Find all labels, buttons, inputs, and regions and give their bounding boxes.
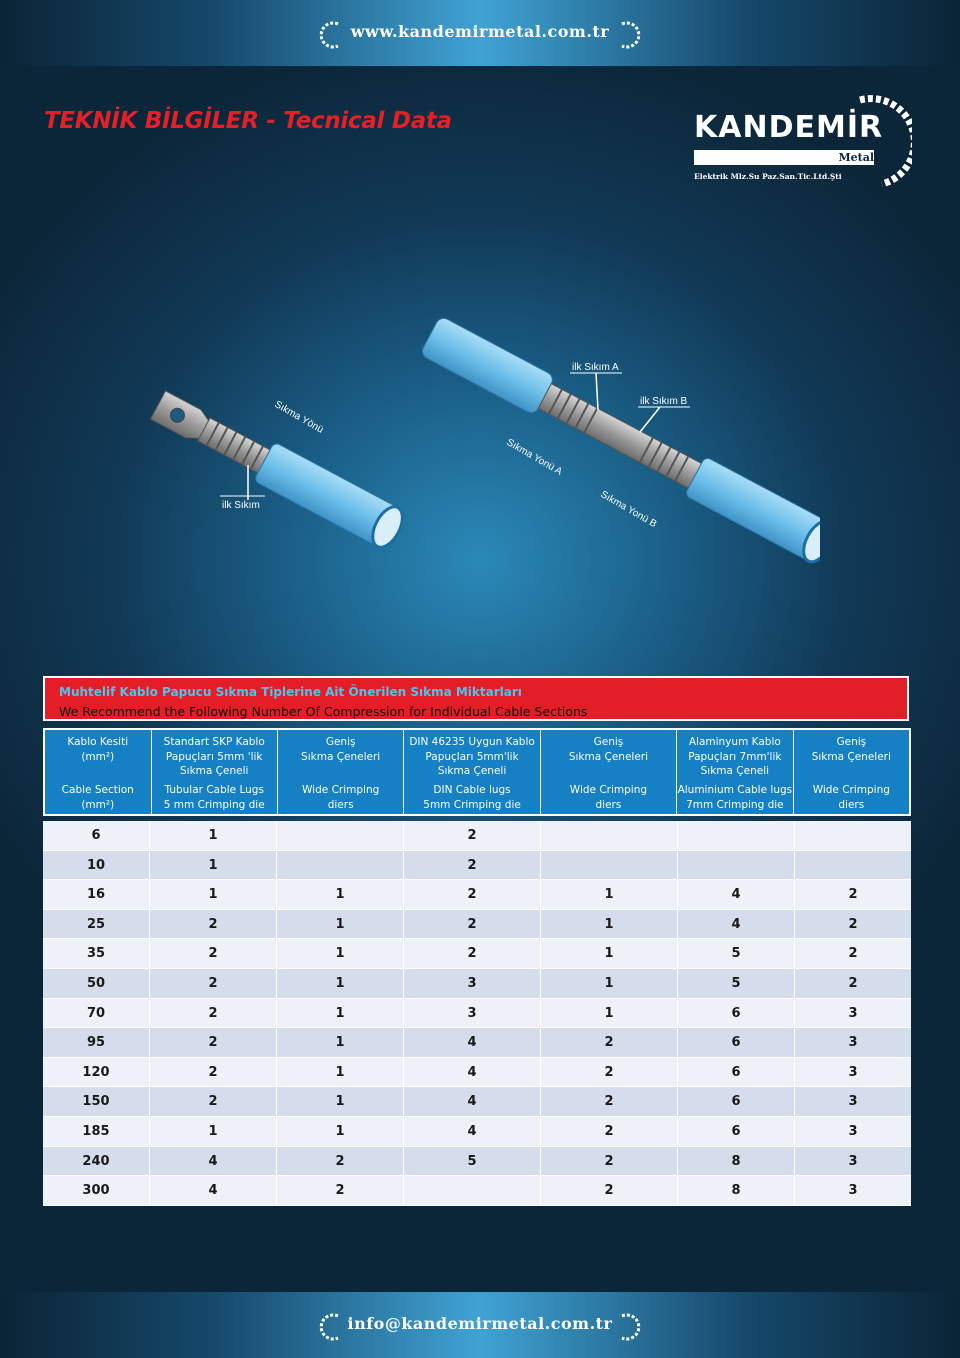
table-cell: 4 bbox=[150, 1147, 277, 1177]
table-cell: 1 bbox=[277, 1058, 404, 1088]
table-cell: 1 bbox=[150, 821, 277, 851]
table-cell: 35 bbox=[43, 939, 150, 969]
column-header: Geniş Sıkma Çeneleri Wide Crimping diers bbox=[811, 736, 891, 811]
notice-en: We Recommend the Following Number Of Compression for Individual Cable Sections bbox=[59, 704, 588, 719]
column-header: Alaminyum Kablo Papuçları 7mm'lik Sıkma Çeneli Aluminium Cable lugs 7mm Crimping die bbox=[677, 730, 793, 814]
table-cell: 2 bbox=[150, 1087, 277, 1117]
table-cell: 4 bbox=[404, 1087, 541, 1117]
table-cell: 4 bbox=[678, 910, 795, 940]
table-cell: 1 bbox=[277, 910, 404, 940]
table-cell: 3 bbox=[795, 1176, 911, 1206]
table-cell: 6 bbox=[678, 1058, 795, 1088]
table-cell: 6 bbox=[43, 821, 150, 851]
table-cell: 25 bbox=[43, 910, 150, 940]
table-header bbox=[43, 728, 911, 816]
table-cell: 1 bbox=[541, 939, 678, 969]
table-cell bbox=[678, 821, 795, 851]
table-cell: 3 bbox=[795, 1028, 911, 1058]
table-row bbox=[43, 851, 911, 881]
column-header: DIN 46235 Uygun Kablo Papuçları 5mm'lik Sıkma Çeneli DIN Cable lugs 5mm Crimping die bbox=[404, 730, 540, 814]
table-cell: 6 bbox=[678, 1028, 795, 1058]
table-cell: 2 bbox=[277, 1147, 404, 1177]
table-cell: 1 bbox=[541, 880, 678, 910]
table-cell bbox=[277, 821, 404, 851]
table-cell: 2 bbox=[404, 880, 541, 910]
table-cell: 8 bbox=[678, 1147, 795, 1177]
table-row bbox=[43, 1058, 911, 1088]
table-cell: 4 bbox=[404, 1058, 541, 1088]
table-row bbox=[43, 969, 911, 999]
table-cell: 4 bbox=[150, 1176, 277, 1206]
table-cell: 2 bbox=[150, 910, 277, 940]
column-header: Geniş Sıkma Çeneleri Wide Crimping diers bbox=[541, 730, 677, 814]
table-cell: 2 bbox=[541, 1176, 678, 1206]
table-row bbox=[43, 939, 911, 969]
table-cell: 185 bbox=[43, 1117, 150, 1147]
table-cell: 240 bbox=[43, 1147, 150, 1177]
label-first-b: ilk Sıkım B bbox=[640, 396, 688, 407]
table-cell: 2 bbox=[404, 851, 541, 881]
table-cell: 1 bbox=[541, 969, 678, 999]
notice-box bbox=[43, 676, 909, 721]
table-row bbox=[43, 999, 911, 1029]
gear-ornament-icon bbox=[618, 1312, 644, 1342]
table-cell: 1 bbox=[541, 910, 678, 940]
header-band bbox=[0, 0, 960, 66]
column-header: Geniş Sıkma Çeneleri Wide Crimping diers bbox=[278, 730, 404, 814]
table-cell bbox=[541, 821, 678, 851]
table-cell: 4 bbox=[404, 1117, 541, 1147]
table-cell: 1 bbox=[150, 851, 277, 881]
table-row bbox=[43, 1087, 911, 1117]
table-cell: 3 bbox=[404, 969, 541, 999]
table-cell: 2 bbox=[150, 1028, 277, 1058]
table-cell: 1 bbox=[150, 880, 277, 910]
table-cell: 2 bbox=[150, 969, 277, 999]
table-cell: 2 bbox=[150, 1058, 277, 1088]
table-cell: 3 bbox=[404, 999, 541, 1029]
website-link[interactable]: www.kandemirmetal.com.tr bbox=[350, 22, 610, 41]
table-cell: 120 bbox=[43, 1058, 150, 1088]
table-cell: 2 bbox=[795, 910, 911, 940]
gear-ornament-icon bbox=[618, 20, 644, 50]
cable-splice-right bbox=[420, 316, 820, 567]
label-direction-b: Sıkma Yonü B bbox=[598, 489, 659, 531]
label-direction-a: Sıkma Yonü A bbox=[504, 437, 564, 478]
table-cell bbox=[404, 1176, 541, 1206]
table-cell: 4 bbox=[678, 880, 795, 910]
table-cell: 16 bbox=[43, 880, 150, 910]
table-cell: 2 bbox=[277, 1176, 404, 1206]
logo-sub: Metal bbox=[838, 151, 874, 164]
email-link[interactable]: info@kandemirmetal.com.tr bbox=[347, 1314, 613, 1333]
table-cell: 1 bbox=[277, 969, 404, 999]
table-cell bbox=[795, 851, 911, 881]
table-cell: 5 bbox=[678, 939, 795, 969]
label-direction: Sıkma Yönü bbox=[272, 399, 326, 436]
table-cell: 300 bbox=[43, 1176, 150, 1206]
table-cell: 8 bbox=[678, 1176, 795, 1206]
table-cell: 3 bbox=[795, 1087, 911, 1117]
table-cell: 3 bbox=[795, 1058, 911, 1088]
table-cell: 1 bbox=[277, 1117, 404, 1147]
table-row bbox=[43, 1176, 911, 1206]
table-cell: 50 bbox=[43, 969, 150, 999]
table-cell: 5 bbox=[678, 969, 795, 999]
table-cell: 2 bbox=[150, 939, 277, 969]
page-title: TEKNİK BİLGİLER - Tecnical Data bbox=[44, 108, 452, 134]
footer-band bbox=[0, 1292, 960, 1358]
table-cell: 2 bbox=[541, 1058, 678, 1088]
table-cell: 70 bbox=[43, 999, 150, 1029]
table-cell: 2 bbox=[541, 1087, 678, 1117]
table-cell bbox=[678, 851, 795, 881]
table-body bbox=[43, 821, 911, 1206]
column-header: Standart SKP Kablo Papuçları 5mm 'lik Sıkma Çeneli Tubular Cable Lugs 5 mm Crimping die bbox=[152, 730, 278, 814]
table-cell: 1 bbox=[277, 1087, 404, 1117]
table-cell: 3 bbox=[795, 1147, 911, 1177]
table-row bbox=[43, 1028, 911, 1058]
table-row bbox=[43, 880, 911, 910]
table-cell bbox=[795, 821, 911, 851]
table-cell: 2 bbox=[541, 1117, 678, 1147]
table-cell: 2 bbox=[795, 880, 911, 910]
label-first: ilk Sıkım bbox=[222, 500, 260, 511]
table-cell: 1 bbox=[150, 1117, 277, 1147]
column-header: Kablo Kesiti (mm²) Cable Section (mm²) bbox=[45, 730, 152, 814]
table-cell: 3 bbox=[795, 1117, 911, 1147]
table-cell bbox=[541, 851, 678, 881]
label-first-a: ilk Sıkım A bbox=[572, 362, 619, 373]
table-row bbox=[43, 1147, 911, 1177]
table-cell: 2 bbox=[795, 969, 911, 999]
table-cell: 2 bbox=[404, 821, 541, 851]
table-cell: 2 bbox=[541, 1028, 678, 1058]
table-cell: 1 bbox=[277, 939, 404, 969]
logo-brand: KANDEMİR bbox=[694, 110, 884, 145]
table-cell: 2 bbox=[150, 999, 277, 1029]
crimping-illustration bbox=[150, 310, 820, 580]
table-row bbox=[43, 910, 911, 940]
table-cell: 1 bbox=[277, 880, 404, 910]
table-cell: 150 bbox=[43, 1087, 150, 1117]
table-cell: 6 bbox=[678, 999, 795, 1029]
table-cell: 1 bbox=[277, 1028, 404, 1058]
table-cell: 3 bbox=[795, 999, 911, 1029]
table-cell: 1 bbox=[541, 999, 678, 1029]
table-cell: 2 bbox=[541, 1147, 678, 1177]
table-cell: 2 bbox=[404, 939, 541, 969]
table-row bbox=[43, 821, 911, 851]
notice-tr: Muhtelif Kablo Papucu Sıkma Tiplerine Ait Önerilen Sıkma Miktarları bbox=[59, 685, 522, 699]
logo-company: Elektrik Mlz.Su Paz.San.Tic.Ltd.Şti bbox=[694, 172, 842, 181]
table-cell: 95 bbox=[43, 1028, 150, 1058]
table-cell: 4 bbox=[404, 1028, 541, 1058]
table-cell: 1 bbox=[277, 999, 404, 1029]
table-cell: 5 bbox=[404, 1147, 541, 1177]
table-cell: 10 bbox=[43, 851, 150, 881]
table-cell: 6 bbox=[678, 1117, 795, 1147]
table-cell: 2 bbox=[795, 939, 911, 969]
table-cell bbox=[277, 851, 404, 881]
company-logo bbox=[692, 94, 912, 190]
table-cell: 2 bbox=[404, 910, 541, 940]
table-row bbox=[43, 1117, 911, 1147]
table-cell: 6 bbox=[678, 1087, 795, 1117]
